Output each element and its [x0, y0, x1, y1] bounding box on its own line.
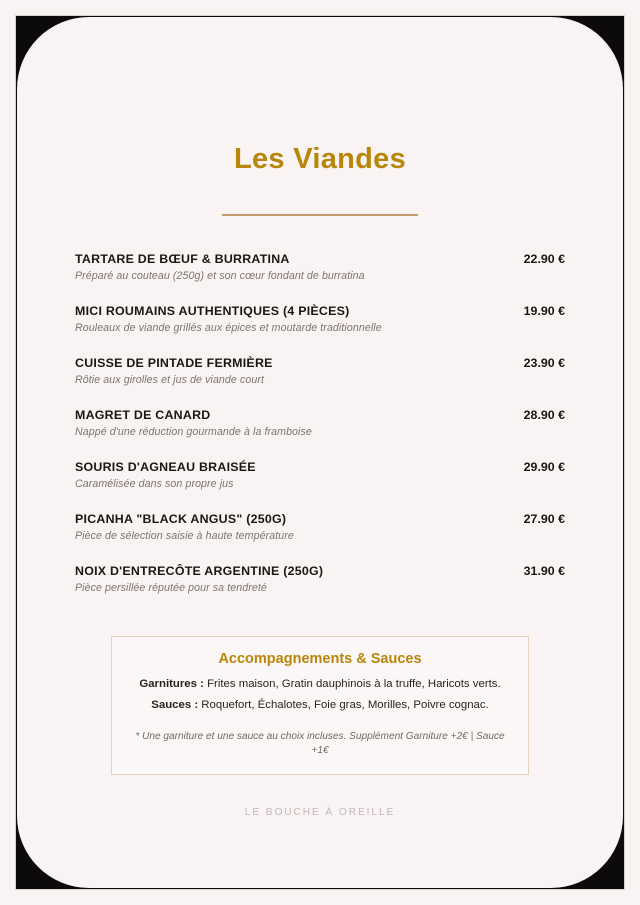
- menu-item-name: CUISSE DE PINTADE FERMIÈRE: [75, 355, 273, 370]
- menu-item: [75, 252, 565, 282]
- menu-item-row: [75, 408, 565, 422]
- accompaniments-title: Accompagnements & Sauces: [218, 650, 422, 667]
- menu-header: [17, 17, 623, 216]
- accompaniments-note: * Une garniture et une sauce au choix incluses. Supplément Garniture +2€ | Sauce +1€: [135, 730, 505, 757]
- garnishes-value: Frites maison, Gratin dauphinois à la truffe, Haricots verts.: [207, 677, 501, 690]
- accompaniments-box: [111, 636, 529, 775]
- menu-item-price: 29.90 €: [523, 459, 565, 474]
- menu-item-row: [75, 564, 565, 578]
- menu-item-name: MAGRET DE CANARD: [75, 407, 211, 422]
- menu-item: [75, 408, 565, 438]
- menu-item-price: 19.90 €: [523, 303, 565, 318]
- menu-item-name: SOURIS D'AGNEAU BRAISÉE: [75, 459, 256, 474]
- menu-item-name: PICANHA "BLACK ANGUS" (250G): [75, 511, 287, 526]
- menu-item: [75, 304, 565, 334]
- menu-item-price: 23.90 €: [523, 355, 565, 370]
- menu-item-name: TARTARE DE BŒUF & BURRATINA: [75, 251, 290, 266]
- garnishes-line: [128, 676, 512, 693]
- menu-item-price: 22.90 €: [523, 251, 565, 266]
- menu-item-row: [75, 304, 565, 318]
- menu-item-row: [75, 356, 565, 370]
- restaurant-brand: LE BOUCHE À OREILLE: [244, 807, 396, 819]
- menu-item-description: Rôtie aux girolles et jus de viande court: [75, 373, 265, 386]
- sauces-line: [128, 697, 512, 714]
- menu-item: [75, 356, 565, 386]
- menu-item-row: [75, 512, 565, 526]
- menu-item-description: Pièce persillée réputée pour sa tendreté: [75, 581, 267, 594]
- menu-item-description: Caramélisée dans son propre jus: [75, 477, 234, 490]
- menu-item: [75, 460, 565, 490]
- menu-page-surface: [17, 17, 623, 888]
- menu-item-description: Préparé au couteau (250g) et son cœur fondant de burratina: [75, 269, 365, 282]
- menu-item-price: 31.90 €: [523, 563, 565, 578]
- sauces-label: Sauces :: [151, 699, 199, 712]
- garnishes-label: Garnitures :: [139, 677, 204, 690]
- sauces-value: Roquefort, Échalotes, Foie gras, Morilles, Poivre cognac.: [201, 699, 489, 712]
- menu-item-price: 28.90 €: [523, 407, 565, 422]
- menu-item-price: 27.90 €: [523, 511, 565, 526]
- title-divider: [222, 214, 418, 216]
- menu-item-description: Pièce de sélection saisie à haute température: [75, 529, 294, 542]
- page-footer: [17, 802, 623, 820]
- menu-items-list: [75, 252, 565, 594]
- menu-item: [75, 512, 565, 542]
- menu-item-name: MICI ROUMAINS AUTHENTIQUES (4 PIÈCES): [75, 303, 350, 318]
- page-title: Les Viandes: [233, 143, 407, 175]
- menu-item-name: NOIX D'ENTRECÔTE ARGENTINE (250G): [75, 563, 324, 578]
- menu-item-row: [75, 460, 565, 474]
- menu-item-row: [75, 252, 565, 266]
- menu-item: [75, 564, 565, 594]
- menu-item-description: Rouleaux de viande grillés aux épices et moutarde traditionnelle: [75, 321, 382, 334]
- menu-page-frame: [15, 15, 625, 890]
- menu-item-description: Nappé d'une réduction gourmande à la framboise: [75, 425, 312, 438]
